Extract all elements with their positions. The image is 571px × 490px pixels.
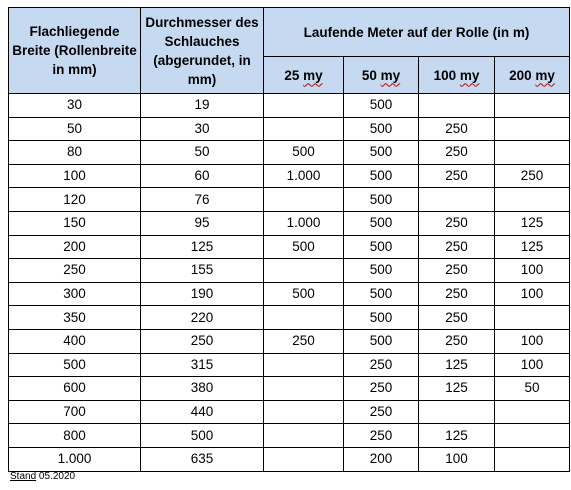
- table-row: [9, 377, 570, 401]
- cell-width: 600: [9, 377, 141, 401]
- cell-25my: 1.000: [264, 164, 344, 188]
- cell-width: 1.000: [9, 447, 141, 471]
- cell-25my: 500: [264, 235, 344, 259]
- cell-200my: 100: [495, 259, 570, 283]
- table-row: [9, 141, 570, 165]
- cell-50my: 500: [344, 164, 419, 188]
- cell-25my: [264, 447, 344, 471]
- cell-diameter: 315: [141, 353, 264, 377]
- cell-25my: [264, 117, 344, 141]
- table-row: [9, 211, 570, 235]
- cell-width: 30: [9, 94, 141, 118]
- cell-200my: [495, 400, 570, 424]
- table-row: [9, 164, 570, 188]
- cell-width: 800: [9, 424, 141, 448]
- cell-25my: 500: [264, 282, 344, 306]
- footnote-stand-label: Stand: [10, 471, 37, 482]
- cell-width: 700: [9, 400, 141, 424]
- cell-100my: 125: [419, 424, 495, 448]
- table-row: [9, 259, 570, 283]
- cell-width: 120: [9, 188, 141, 212]
- footnote-date: 05.2020: [38, 471, 76, 482]
- cell-100my: 250: [419, 259, 495, 283]
- hose-spec-table: [8, 7, 570, 472]
- cell-diameter: 155: [141, 259, 264, 283]
- header-row: [9, 8, 570, 57]
- thickness-unit: my: [535, 67, 555, 83]
- thickness-value: 100: [433, 67, 457, 83]
- cell-25my: [264, 377, 344, 401]
- cell-25my: 1.000: [264, 211, 344, 235]
- table-row: [9, 400, 570, 424]
- cell-100my: 250: [419, 164, 495, 188]
- cell-25my: 500: [264, 141, 344, 165]
- thickness-unit: my: [303, 67, 323, 83]
- table-row: [9, 353, 570, 377]
- header-thickness-100: [419, 57, 495, 94]
- cell-diameter: 76: [141, 188, 264, 212]
- cell-100my: 250: [419, 141, 495, 165]
- cell-25my: [264, 353, 344, 377]
- table-row: [9, 188, 570, 212]
- cell-100my: 250: [419, 117, 495, 141]
- cell-100my: [419, 188, 495, 212]
- header-thickness-200: [495, 57, 570, 94]
- cell-200my: 100: [495, 353, 570, 377]
- table-row: [9, 306, 570, 330]
- cell-width: 500: [9, 353, 141, 377]
- cell-width: 300: [9, 282, 141, 306]
- cell-50my: 500: [344, 306, 419, 330]
- table-row: [9, 235, 570, 259]
- cell-25my: [264, 424, 344, 448]
- cell-50my: 250: [344, 353, 419, 377]
- cell-diameter: 440: [141, 400, 264, 424]
- cell-200my: 250: [495, 164, 570, 188]
- table-row: [9, 447, 570, 471]
- cell-diameter: 250: [141, 329, 264, 353]
- cell-50my: 500: [344, 117, 419, 141]
- cell-diameter: 95: [141, 211, 264, 235]
- cell-50my: 500: [344, 211, 419, 235]
- thickness-value: 50: [361, 67, 377, 83]
- cell-100my: 250: [419, 235, 495, 259]
- cell-200my: [495, 141, 570, 165]
- cell-diameter: 50: [141, 141, 264, 165]
- cell-diameter: 380: [141, 377, 264, 401]
- cell-50my: 500: [344, 282, 419, 306]
- cell-diameter: 635: [141, 447, 264, 471]
- header-width: Flachliegende Breite (Rollenbreite in mm): [9, 8, 141, 94]
- thickness-unit: my: [380, 67, 401, 83]
- table-row: [9, 117, 570, 141]
- cell-diameter: 190: [141, 282, 264, 306]
- cell-200my: 125: [495, 211, 570, 235]
- cell-100my: [419, 400, 495, 424]
- cell-100my: [419, 94, 495, 118]
- cell-50my: 500: [344, 94, 419, 118]
- cell-25my: [264, 188, 344, 212]
- cell-50my: 250: [344, 400, 419, 424]
- table-row: [9, 329, 570, 353]
- cell-50my: 200: [344, 447, 419, 471]
- cell-50my: 500: [344, 188, 419, 212]
- cell-200my: [495, 117, 570, 141]
- cell-width: 350: [9, 306, 141, 330]
- footnote: [10, 471, 75, 483]
- cell-100my: 125: [419, 353, 495, 377]
- cell-25my: [264, 259, 344, 283]
- cell-diameter: 60: [141, 164, 264, 188]
- cell-50my: 500: [344, 259, 419, 283]
- cell-200my: [495, 306, 570, 330]
- cell-diameter: 125: [141, 235, 264, 259]
- cell-width: 250: [9, 259, 141, 283]
- cell-width: 200: [9, 235, 141, 259]
- cell-100my: 250: [419, 306, 495, 330]
- cell-25my: [264, 400, 344, 424]
- cell-100my: 250: [419, 329, 495, 353]
- cell-100my: 250: [419, 282, 495, 306]
- thickness-unit: my: [459, 67, 480, 83]
- cell-100my: 250: [419, 211, 495, 235]
- thickness-value: 25: [284, 67, 300, 83]
- cell-200my: [495, 447, 570, 471]
- cell-200my: [495, 94, 570, 118]
- cell-200my: 125: [495, 235, 570, 259]
- cell-25my: [264, 94, 344, 118]
- cell-diameter: 19: [141, 94, 264, 118]
- header-meters-group: Laufende Meter auf der Rolle (in m): [264, 8, 570, 57]
- header-diameter: Durchmesser des Schlauches (abgerundet, in mm): [141, 8, 264, 94]
- cell-200my: [495, 188, 570, 212]
- cell-200my: [495, 424, 570, 448]
- thickness-value: 200: [509, 67, 532, 83]
- cell-200my: 100: [495, 282, 570, 306]
- table-row: [9, 282, 570, 306]
- cell-100my: 125: [419, 377, 495, 401]
- cell-50my: 250: [344, 424, 419, 448]
- cell-50my: 500: [344, 141, 419, 165]
- cell-width: 80: [9, 141, 141, 165]
- cell-25my: [264, 306, 344, 330]
- cell-50my: 500: [344, 235, 419, 259]
- cell-diameter: 500: [141, 424, 264, 448]
- table-row: [9, 94, 570, 118]
- cell-200my: 50: [495, 377, 570, 401]
- cell-100my: 100: [419, 447, 495, 471]
- table-row: [9, 424, 570, 448]
- cell-width: 100: [9, 164, 141, 188]
- cell-width: 50: [9, 117, 141, 141]
- cell-25my: 250: [264, 329, 344, 353]
- cell-diameter: 220: [141, 306, 264, 330]
- cell-width: 150: [9, 211, 141, 235]
- header-thickness-50: [344, 57, 419, 94]
- cell-200my: 100: [495, 329, 570, 353]
- cell-diameter: 30: [141, 117, 264, 141]
- cell-width: 400: [9, 329, 141, 353]
- cell-50my: 250: [344, 377, 419, 401]
- cell-50my: 500: [344, 329, 419, 353]
- header-thickness-25: [264, 57, 344, 94]
